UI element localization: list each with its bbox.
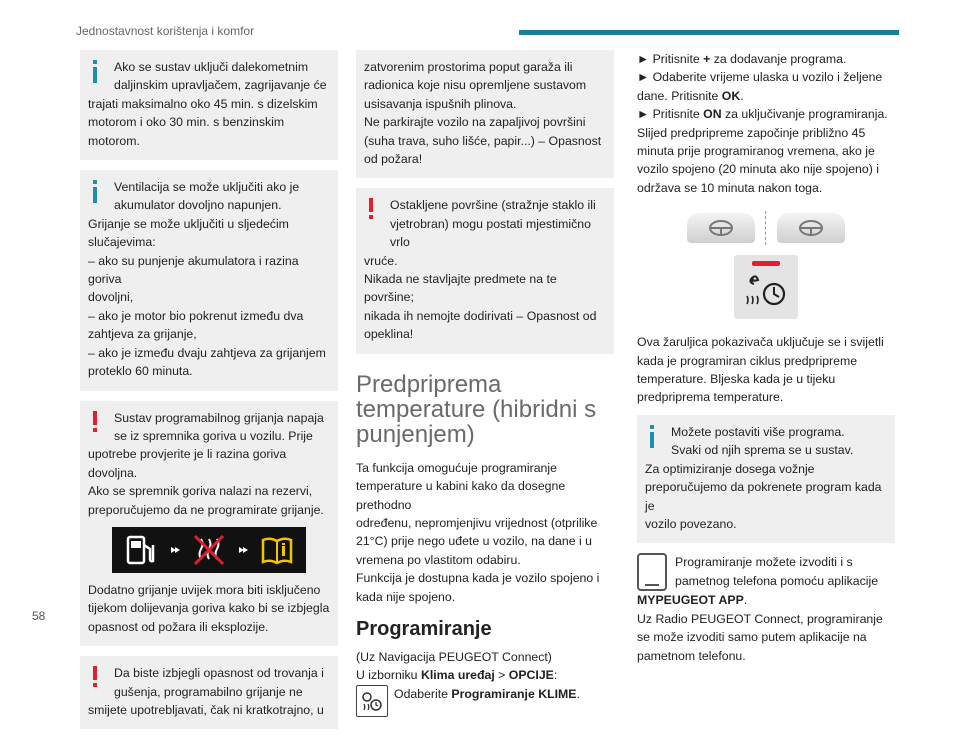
- step: ► Pritisnite ON za uključivanje programiranja.: [637, 107, 888, 122]
- info-icon: [88, 180, 102, 210]
- warning-box-poisoning-cont: zatvorenim prostorima poput garaža ili radionica koje nisu opremljene sustavom usisavanja ispušnih plinova. Ne parkirajte vozilo na zapaljivoj površini (suha trava, suho lišće, papir...) – Opasnost od požara!: [356, 50, 614, 178]
- smartphone-icon: [637, 553, 667, 591]
- climate-programming-icon: [356, 685, 388, 717]
- indicator-led: [752, 261, 780, 266]
- header-accent-bar: [519, 30, 899, 35]
- step: ► Odaberite vrijeme ulaska u vozilo i željene: [637, 70, 883, 85]
- info-box-programs: Možete postaviti više programa. Svaki od njih sprema se u sustav. Za optimiziranje dosega vožnje preporučujemo da pokrenete program kada je vozilo povezano.: [637, 415, 895, 543]
- divider: [765, 211, 767, 245]
- column-3: [637, 50, 895, 665]
- warning-box-glass: Ostakljene površine (stražnje staklo ili vjetrobran) mogu postati mjestimično vrlo vruće. Nikada ne stavljajte predmete na te površine; nikada ih nemojte dodirivati – Opasnost od opeklina!: [356, 188, 614, 353]
- steering-wheel-icon: [687, 213, 755, 243]
- header-title: Jednostavnost korištenja i komfor: [76, 24, 255, 38]
- lamp-description: Ova žaruljica pokazivača uključuje se i svijetli kada je programiran ciklus predpripreme temperature. Bljeska kada je u tijeku predpriprema temperature.: [637, 335, 884, 405]
- dashboard-illustration: [637, 211, 895, 245]
- fan-clock-icon: [742, 270, 790, 314]
- programming-instructions: (Uz Navigacija PEUGEOT Connect) U izborniku Klima uređaj > OPCIJE: Odaberite Programiranje KLIME.: [356, 648, 614, 717]
- step: dane. Pritisnite OK.: [637, 88, 744, 103]
- info-icon: [88, 60, 102, 90]
- column-1: [80, 50, 338, 739]
- section-intro: Ta funkcija omogućuje programiranje temperature u kabini kako da dosegne prethodno određenu, nepromjenjivu vrijednost (otprilike 21°C) prije nego uđete u vozilo, na dane i u vremena po vlastitom odabiru. Funkcija je dostupna kada je vozilo spojeno i kada nije spojeno.: [356, 460, 600, 604]
- steering-wheel-icon: [777, 213, 845, 243]
- fuel-pump-icon: [124, 533, 158, 567]
- arrow-icon: [237, 544, 249, 556]
- warning-box-fuel: Sustav programabilnog grijanja napaja se iz spremnika goriva u vozilu. Prije upotrebe provjerite je li razina goriva dovoljna. Ako se spremnik goriva nalazi na rezervi, preporučujemo da ne programirate grijanje. Dodatno grijanje uvijek mora biti isključeno tijekom dolijevanja goriva kako bi se izbjegla opasnost od požara ili eksplozije.: [80, 401, 338, 647]
- info-box-remote: Ako se sustav uključi dalekometnim daljinskim upravljačem, zagrijavanje će trajati maksimalno oko 45 min. s dizelskim motorom i oko 30 min. s benzinskim motorom.: [80, 50, 338, 160]
- column-2: [356, 50, 614, 717]
- warning-box-poisoning: Da biste izbjegli opasnost od trovanja i gušenja, programabilno grijanje ne smijete upotrebljavati, čak ni kratkotrajno, u: [80, 656, 338, 729]
- page-number: 58: [32, 609, 46, 623]
- info-box-ventilation: Ventilacija se može uključiti ako je akumulator dovoljno napunjen. Grijanje se može uključiti u sljedećim slučajevima: – ako su punjenje akumulatora i razina goriva dovoljni, – ako je motor bio pokrenut između dva zahtjeva za grijanje, – ako je između dvaju zahtjeva za grijanjem proteklo 60 minuta.: [80, 170, 338, 390]
- step: ► Pritisnite + za dodavanje programa.: [637, 52, 847, 66]
- subheading-programming: Programiranje: [356, 617, 492, 640]
- warning-icon: [88, 411, 102, 441]
- app-programming: Programiranje možete izvoditi i s pametnog telefona pomoću aplikacije MYPEUGEOT APP. Uz Radio PEUGEOT Connect, programiranje se može izvoditi samo putem aplikacije na pametnom telefonu.: [637, 555, 883, 663]
- refuel-warning-pictogram: [112, 527, 306, 573]
- arrow-icon: [169, 544, 181, 556]
- section-heading: Predpriprema temperature (hibridni s punjenjem): [356, 370, 597, 448]
- warning-icon: [88, 666, 102, 696]
- manual-book-icon: [260, 533, 294, 567]
- programming-steps: ► Pritisnite + za dodavanje programa. ► Odaberite vrijeme ulaska u vozilo i željene dane. Pritisnite OK. ► Pritisnite ON za uključivanje programiranja. Slijed predpripreme započinje približno 45 minuta prije programiranog vremena, ako je vozilo spojeno (20 minuta ako nije spojeno) i održava se 10 minuta nakon toga.: [637, 50, 895, 197]
- warning-icon: [364, 198, 378, 228]
- info-icon: [645, 425, 659, 455]
- preconditioning-warning-lamp: [734, 255, 798, 319]
- heater-off-icon: [192, 533, 226, 567]
